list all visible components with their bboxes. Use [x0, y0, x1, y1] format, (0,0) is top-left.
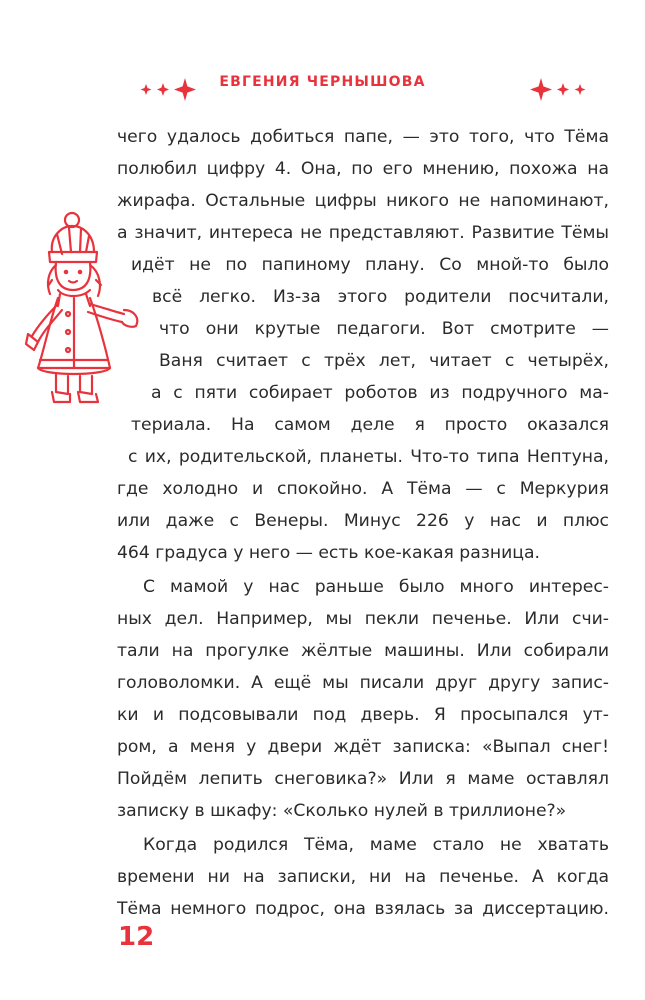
sparkle-stars-icon: [528, 70, 586, 106]
text-line: Когда родился Тёма, маме стало не хватать: [143, 835, 609, 855]
text-line: ных дел. Например, мы пекли печенье. Или счи-: [117, 609, 609, 629]
author-name: ЕВГЕНИЯ ЧЕРНЫШОВА: [219, 74, 426, 90]
text-line: идёт не по папиному плану. Со мной-то было: [131, 255, 609, 275]
text-line: записку в шкафу: «Сколько нулей в триллионе?»: [117, 801, 567, 821]
text-line: чего удалось добиться папе, — это того, что Тёма: [117, 127, 609, 147]
decorative-stars-right: [528, 70, 586, 106]
running-header: [0, 70, 645, 106]
text-line: Ваня считает с трёх лет, читает с четырёх,: [159, 351, 609, 371]
text-line: полюбил цифру 4. Она, по его мнению, похожа на: [117, 159, 609, 179]
text-line: где холодно и спокойно. А Тёма — с Меркурия: [117, 479, 609, 499]
text-line: териала. На самом деле я просто оказался: [131, 415, 609, 435]
text-line: что они крутые педагоги. Вот смотрите —: [159, 319, 609, 339]
text-line: всё легко. Из-за этого родители посчитали,: [152, 287, 609, 307]
text-line: головоломки. А ещё мы писали друг другу запис-: [117, 673, 609, 693]
text-line: ром, а меня у двери ждёт записка: «Выпал снег!: [117, 737, 609, 757]
text-line: с их, родительской, планеты. Что-то типа Нептуна,: [128, 447, 609, 467]
text-line: жирафа. Остальные цифры никого не напоминают,: [117, 191, 609, 211]
text-line: тали на прогулке жёлтые машины. Или собирали: [117, 641, 609, 661]
text-line: а с пяти собирает роботов из подручного ма-: [151, 383, 609, 403]
text-line: ки и подсовывали под дверь. Я просыпался ут-: [117, 705, 609, 725]
text-line: 464 градуса у него — есть кое-какая разница.: [117, 543, 540, 563]
text-line: С мамой у нас раньше было много интерес-: [143, 577, 609, 597]
text-line: или даже с Венеры. Минус 226 у нас и плюс: [117, 511, 609, 531]
text-line: Пойдём лепить снеговика?» Или я маме оставлял: [117, 769, 609, 789]
text-line: а значит, интереса не представляют. Развитие Тёмы: [117, 223, 609, 243]
text-line: Тёма немного подрос, она взялась за диссертацию.: [117, 899, 609, 919]
text-line: времени ни на записки, ни на печенье. А когда: [117, 867, 609, 887]
page-number: 12: [118, 922, 155, 952]
